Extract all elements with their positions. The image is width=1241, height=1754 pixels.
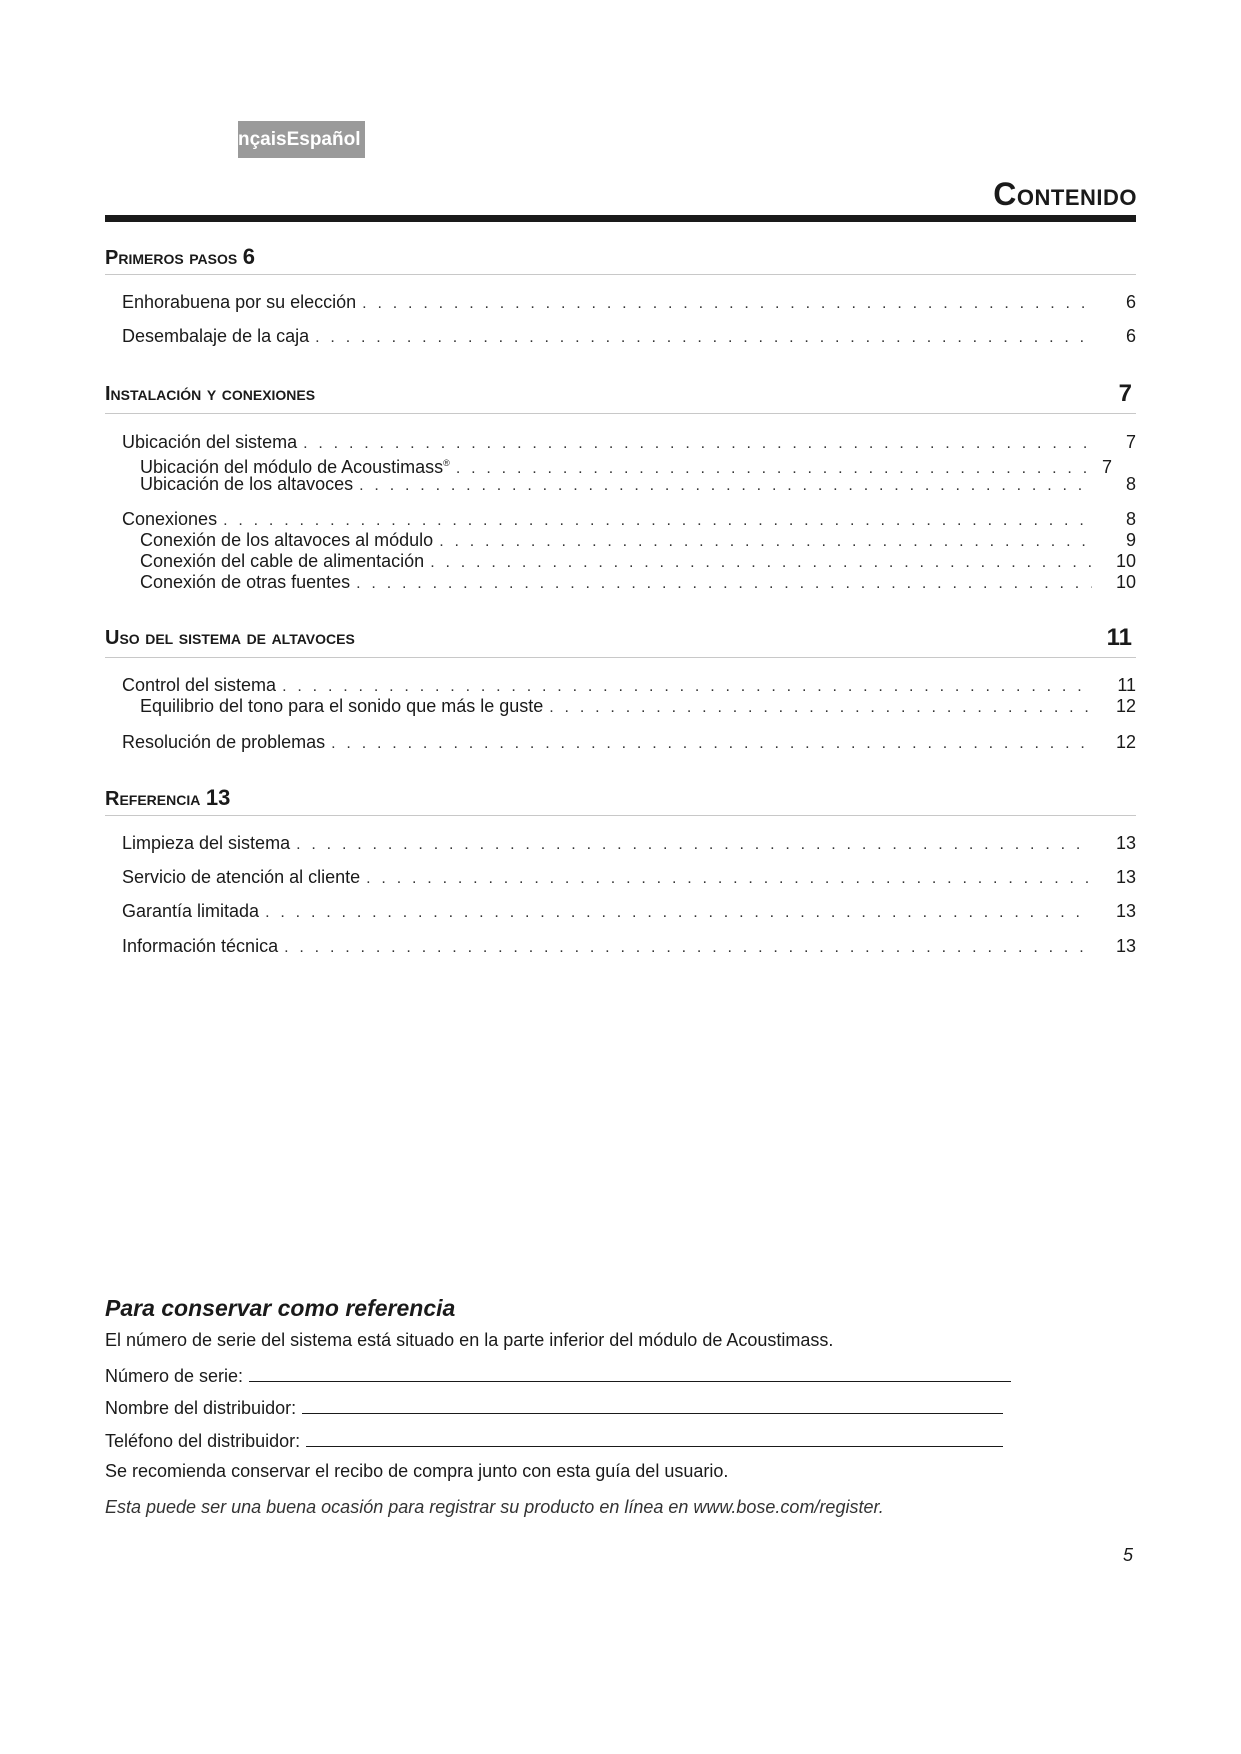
section-heading-instalacion: Instalación y conexiones 7 [105, 383, 1136, 414]
receipt-note: Se recomienda conservar el recibo de compra junto con esta guía del usuario. [105, 1461, 729, 1481]
toc-subentry[interactable]: Equilibrio del tono para el sonido que más le guste . . . 12 [140, 695, 1136, 717]
dealer-name-blank[interactable] [302, 1395, 1003, 1414]
reference-intro: El número de serie del sistema está situado en la parte inferior del módulo de Acoustimass. [105, 1330, 834, 1350]
page-title: Contenido [993, 176, 1137, 212]
toc-subentry[interactable]: Conexión de los altavoces al módulo . . . 9 [140, 529, 1136, 551]
serial-number-blank[interactable] [249, 1363, 1011, 1382]
page-number: 5 [1122, 1545, 1133, 1565]
dealer-phone-blank[interactable] [306, 1428, 1003, 1447]
reference-title: Para conservar como referencia [105, 1295, 456, 1321]
language-tab[interactable]: nçaisEspañol [238, 121, 365, 158]
toc-entry[interactable]: Control del sistema . . . 11 [122, 674, 1136, 696]
toc-entry[interactable]: Garantía limitada . . . 13 [122, 900, 1136, 922]
dealer-phone-field[interactable]: Teléfono del distribuidor: [105, 1428, 1003, 1452]
title-rule [105, 215, 1136, 222]
section-heading-referencia: Referencia 13 [105, 785, 1136, 816]
toc-entry[interactable]: Información técnica . . . 13 [122, 935, 1136, 957]
toc-entry[interactable]: Limpieza del sistema . . . 13 [122, 832, 1136, 854]
toc-entry[interactable]: Resolución de problemas . . . 12 [122, 731, 1136, 753]
toc-entry[interactable]: Conexiones . . . 8 [122, 508, 1136, 530]
section-heading-primeros-pasos: Primeros pasos 6 [105, 244, 1136, 275]
dealer-name-field[interactable]: Nombre del distribuidor: [105, 1395, 1003, 1419]
section-heading-uso: Uso del sistema de altavoces 11 [105, 627, 1136, 658]
toc-entry[interactable]: Ubicación del sistema . . . 7 [122, 431, 1136, 453]
toc-subentry[interactable]: Conexión de otras fuentes . . . 10 [140, 571, 1136, 593]
toc-entry[interactable]: Enhorabuena por su elección . . . 6 [122, 291, 1136, 313]
serial-number-field[interactable]: Número de serie: [105, 1363, 1011, 1387]
register-note: Esta puede ser una buena ocasión para registrar su producto en línea en www.bose.com/register. [105, 1497, 884, 1517]
toc-subentry[interactable]: Conexión del cable de alimentación . . . 10 [140, 550, 1136, 572]
toc-subentry[interactable]: Ubicación de los altavoces . . . 8 [140, 473, 1136, 495]
toc-entry[interactable]: Desembalaje de la caja . . . 6 [122, 325, 1136, 347]
toc-subentry[interactable]: Ubicación del módulo de Acoustimass® . . . 7 [140, 452, 1112, 474]
toc-entry[interactable]: Servicio de atención al cliente . . . 13 [122, 866, 1136, 888]
